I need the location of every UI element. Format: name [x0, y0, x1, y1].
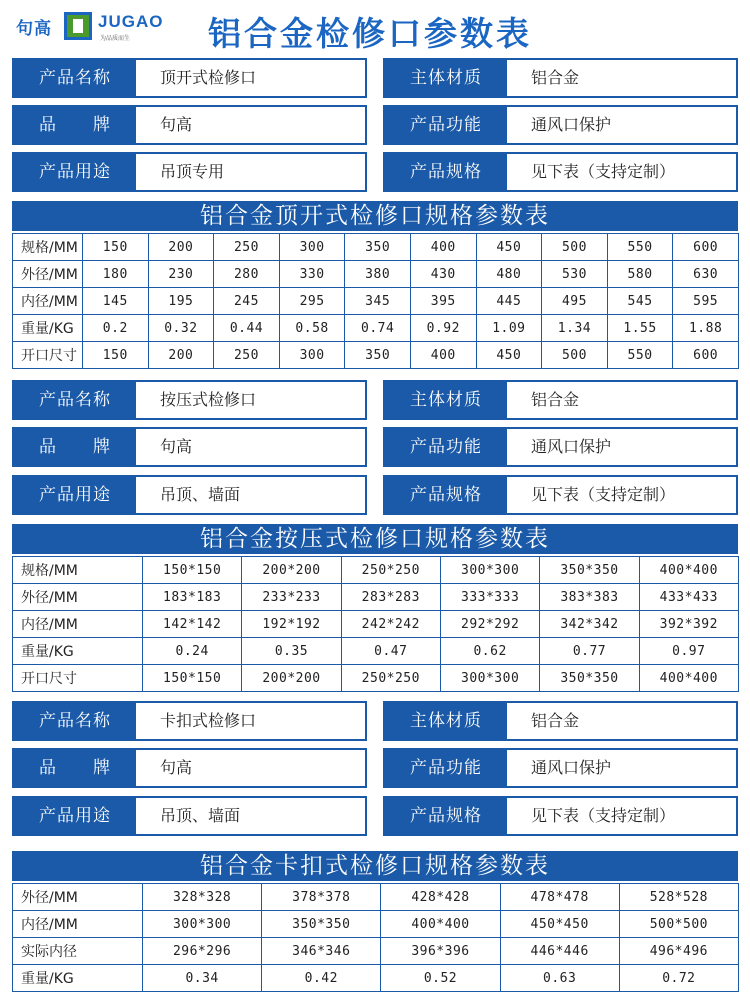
- info-row: [12, 748, 738, 788]
- info-row: [12, 380, 738, 420]
- spec-cell: 378*378: [262, 884, 381, 911]
- spec-row-header: 重量/KG: [13, 638, 143, 665]
- spec-cell: 245: [214, 288, 280, 315]
- info-cell: [12, 701, 367, 741]
- spec-cell: 300*300: [440, 557, 539, 584]
- spec-cell: 328*328: [143, 884, 262, 911]
- spec-cell: 0.32: [148, 315, 214, 342]
- spec-cell: 500: [542, 234, 608, 261]
- spec-table-title: 铝合金按压式检修口规格参数表: [12, 524, 738, 554]
- info-label: 产品用途: [14, 477, 136, 513]
- info-value: 吊顶、墙面: [160, 485, 241, 504]
- brand-logo-latin: JUGAO: [98, 12, 164, 31]
- info-cell: [12, 105, 367, 145]
- info-cell: [383, 427, 738, 467]
- info-value: 铝合金: [531, 68, 580, 87]
- info-cell: [383, 475, 738, 515]
- spec-cell: 528*528: [619, 884, 738, 911]
- spec-row-header: 内径/MM: [13, 288, 83, 315]
- spec-cell: 428*428: [381, 884, 500, 911]
- spec-cell: 333*333: [440, 584, 539, 611]
- spec-cell: 0.92: [410, 315, 476, 342]
- info-cell: [383, 58, 738, 98]
- spec-cell: 0.58: [279, 315, 345, 342]
- info-value: 铝合金: [531, 390, 580, 409]
- spec-cell: 283*283: [341, 584, 440, 611]
- spec-row-header: 规格/MM: [13, 557, 143, 584]
- spec-cell: 300*300: [143, 911, 262, 938]
- info-cell: [383, 152, 738, 192]
- spec-cell: 392*392: [639, 611, 738, 638]
- spec-cell: 350*350: [540, 557, 639, 584]
- info-row: [12, 796, 738, 836]
- spec-row: [13, 342, 739, 369]
- spec-cell: 1.09: [476, 315, 542, 342]
- spec-table-title: 铝合金顶开式检修口规格参数表: [12, 201, 738, 231]
- spec-cell: 495: [542, 288, 608, 315]
- spec-cell: 142*142: [143, 611, 242, 638]
- info-label: 主体材质: [385, 60, 507, 96]
- spec-cell: 595: [673, 288, 739, 315]
- info-value: 铝合金: [531, 711, 580, 730]
- info-value: 顶开式检修口: [160, 68, 257, 87]
- spec-cell: 0.74: [345, 315, 411, 342]
- spec-cell: 150: [83, 342, 149, 369]
- spec-cell: 350*350: [540, 665, 639, 692]
- info-cell: [383, 796, 738, 836]
- brand-logo-text: 句高: [16, 19, 52, 39]
- spec-table: [12, 883, 739, 992]
- spec-row-header: 重量/KG: [13, 965, 143, 992]
- spec-cell: 330: [279, 261, 345, 288]
- spec-table: [12, 233, 739, 369]
- info-cell: [12, 380, 367, 420]
- info-label: 品 牌: [14, 429, 136, 465]
- spec-cell: 600: [673, 342, 739, 369]
- header: [0, 0, 750, 56]
- info-label: 产品功能: [385, 750, 507, 786]
- info-label: 产品用途: [14, 798, 136, 834]
- spec-cell: 400*400: [381, 911, 500, 938]
- spec-cell: 0.35: [242, 638, 341, 665]
- spec-cell: 250: [214, 342, 280, 369]
- spec-cell: 450: [476, 342, 542, 369]
- brand-slogan: 为品质而生: [100, 35, 131, 42]
- spec-cell: 150*150: [143, 665, 242, 692]
- spec-cell: 300*300: [440, 665, 539, 692]
- info-value: 句高: [160, 115, 193, 134]
- brand-logo-icon: [64, 12, 92, 40]
- spec-cell: 0.63: [500, 965, 619, 992]
- info-row: [12, 701, 738, 741]
- spec-cell: 342*342: [540, 611, 639, 638]
- spec-cell: 295: [279, 288, 345, 315]
- spec-cell: 580: [607, 261, 673, 288]
- spec-cell: 430: [410, 261, 476, 288]
- spec-cell: 296*296: [143, 938, 262, 965]
- info-row: [12, 105, 738, 145]
- spec-row: [13, 584, 739, 611]
- spec-cell: 396*396: [381, 938, 500, 965]
- info-value: 通风口保护: [531, 758, 612, 777]
- spec-cell: 0.42: [262, 965, 381, 992]
- spec-row-header: 重量/KG: [13, 315, 83, 342]
- spec-row: [13, 288, 739, 315]
- spec-row: [13, 557, 739, 584]
- spec-row-header: 内径/MM: [13, 911, 143, 938]
- spec-cell: 345: [345, 288, 411, 315]
- spec-cell: 292*292: [440, 611, 539, 638]
- info-label: 产品名称: [14, 703, 136, 739]
- info-value: 卡扣式检修口: [160, 711, 257, 730]
- spec-cell: 496*496: [619, 938, 738, 965]
- spec-row: [13, 911, 739, 938]
- info-label: 产品名称: [14, 60, 136, 96]
- info-value: 吊顶、墙面: [160, 806, 241, 825]
- spec-cell: 250: [214, 234, 280, 261]
- info-label: 产品规格: [385, 798, 507, 834]
- spec-cell: 550: [607, 234, 673, 261]
- info-cell: [12, 58, 367, 98]
- spec-cell: 280: [214, 261, 280, 288]
- spec-cell: 350*350: [262, 911, 381, 938]
- spec-cell: 192*192: [242, 611, 341, 638]
- spec-cell: 433*433: [639, 584, 738, 611]
- spec-cell: 180: [83, 261, 149, 288]
- info-value: 句高: [160, 758, 193, 777]
- spec-cell: 300: [279, 342, 345, 369]
- info-row: [12, 427, 738, 467]
- info-value: 通风口保护: [531, 437, 612, 456]
- spec-cell: 0.44: [214, 315, 280, 342]
- spec-cell: 400*400: [639, 665, 738, 692]
- spec-cell: 0.77: [540, 638, 639, 665]
- spec-cell: 480: [476, 261, 542, 288]
- info-label: 产品规格: [385, 154, 507, 190]
- spec-row-header: 外径/MM: [13, 584, 143, 611]
- info-value: 通风口保护: [531, 115, 612, 134]
- spec-cell: 183*183: [143, 584, 242, 611]
- info-label: 产品功能: [385, 429, 507, 465]
- spec-cell: 250*250: [341, 557, 440, 584]
- spec-cell: 230: [148, 261, 214, 288]
- spec-row: [13, 638, 739, 665]
- info-value: 见下表（支持定制）: [531, 162, 676, 181]
- info-label: 产品规格: [385, 477, 507, 513]
- info-label: 主体材质: [385, 382, 507, 418]
- spec-cell: 1.88: [673, 315, 739, 342]
- info-label: 主体材质: [385, 703, 507, 739]
- info-cell: [383, 380, 738, 420]
- spec-cell: 150: [83, 234, 149, 261]
- spec-cell: 380: [345, 261, 411, 288]
- spec-cell: 400: [410, 342, 476, 369]
- spec-cell: 250*250: [341, 665, 440, 692]
- spec-cell: 545: [607, 288, 673, 315]
- spec-row-header: 开口尺寸: [13, 665, 143, 692]
- spec-cell: 445: [476, 288, 542, 315]
- spec-row: [13, 938, 739, 965]
- spec-row: [13, 234, 739, 261]
- info-cell: [12, 475, 367, 515]
- spec-cell: 630: [673, 261, 739, 288]
- info-value: 按压式检修口: [160, 390, 257, 409]
- spec-row: [13, 261, 739, 288]
- spec-cell: 0.24: [143, 638, 242, 665]
- spec-cell: 150*150: [143, 557, 242, 584]
- spec-row: [13, 611, 739, 638]
- info-cell: [383, 105, 738, 145]
- spec-cell: 0.97: [639, 638, 738, 665]
- spec-row-header: 内径/MM: [13, 611, 143, 638]
- info-row: [12, 475, 738, 515]
- spec-cell: 200: [148, 234, 214, 261]
- spec-table: [12, 556, 739, 692]
- spec-row: [13, 315, 739, 342]
- spec-cell: 600: [673, 234, 739, 261]
- spec-row-header: 实际内径: [13, 938, 143, 965]
- spec-cell: 0.34: [143, 965, 262, 992]
- info-label: 产品功能: [385, 107, 507, 143]
- info-cell: [383, 748, 738, 788]
- spec-cell: 346*346: [262, 938, 381, 965]
- spec-cell: 395: [410, 288, 476, 315]
- spec-cell: 1.55: [607, 315, 673, 342]
- spec-cell: 0.2: [83, 315, 149, 342]
- spec-cell: 550: [607, 342, 673, 369]
- spec-row-header: 外径/MM: [13, 884, 143, 911]
- spec-cell: 350: [345, 234, 411, 261]
- spec-cell: 450*450: [500, 911, 619, 938]
- spec-row: [13, 665, 739, 692]
- info-cell: [12, 796, 367, 836]
- spec-cell: 0.47: [341, 638, 440, 665]
- spec-row-header: 规格/MM: [13, 234, 83, 261]
- info-cell: [12, 152, 367, 192]
- spec-row: [13, 965, 739, 992]
- info-row: [12, 152, 738, 192]
- spec-cell: 400*400: [639, 557, 738, 584]
- page-title: 铝合金检修口参数表: [208, 14, 532, 53]
- info-label: 品 牌: [14, 750, 136, 786]
- spec-cell: 1.34: [542, 315, 608, 342]
- info-cell: [12, 427, 367, 467]
- spec-cell: 530: [542, 261, 608, 288]
- spec-cell: 200*200: [242, 665, 341, 692]
- info-value: 吊顶专用: [160, 162, 225, 181]
- spec-cell: 446*446: [500, 938, 619, 965]
- spec-row: [13, 884, 739, 911]
- info-cell: [12, 748, 367, 788]
- spec-cell: 145: [83, 288, 149, 315]
- info-row: [12, 58, 738, 98]
- spec-cell: 300: [279, 234, 345, 261]
- spec-cell: 0.72: [619, 965, 738, 992]
- spec-row-header: 开口尺寸: [13, 342, 83, 369]
- spec-row-header: 外径/MM: [13, 261, 83, 288]
- spec-cell: 478*478: [500, 884, 619, 911]
- spec-cell: 400: [410, 234, 476, 261]
- spec-cell: 500*500: [619, 911, 738, 938]
- spec-cell: 233*233: [242, 584, 341, 611]
- spec-cell: 200*200: [242, 557, 341, 584]
- info-label: 品 牌: [14, 107, 136, 143]
- info-value: 见下表（支持定制）: [531, 806, 676, 825]
- info-value: 见下表（支持定制）: [531, 485, 676, 504]
- spec-cell: 383*383: [540, 584, 639, 611]
- info-cell: [383, 701, 738, 741]
- spec-cell: 242*242: [341, 611, 440, 638]
- spec-cell: 450: [476, 234, 542, 261]
- spec-cell: 195: [148, 288, 214, 315]
- spec-cell: 500: [542, 342, 608, 369]
- info-label: 产品名称: [14, 382, 136, 418]
- spec-cell: 350: [345, 342, 411, 369]
- spec-table-title: 铝合金卡扣式检修口规格参数表: [12, 851, 738, 881]
- spec-cell: 200: [148, 342, 214, 369]
- spec-cell: 0.62: [440, 638, 539, 665]
- info-value: 句高: [160, 437, 193, 456]
- info-label: 产品用途: [14, 154, 136, 190]
- spec-cell: 0.52: [381, 965, 500, 992]
